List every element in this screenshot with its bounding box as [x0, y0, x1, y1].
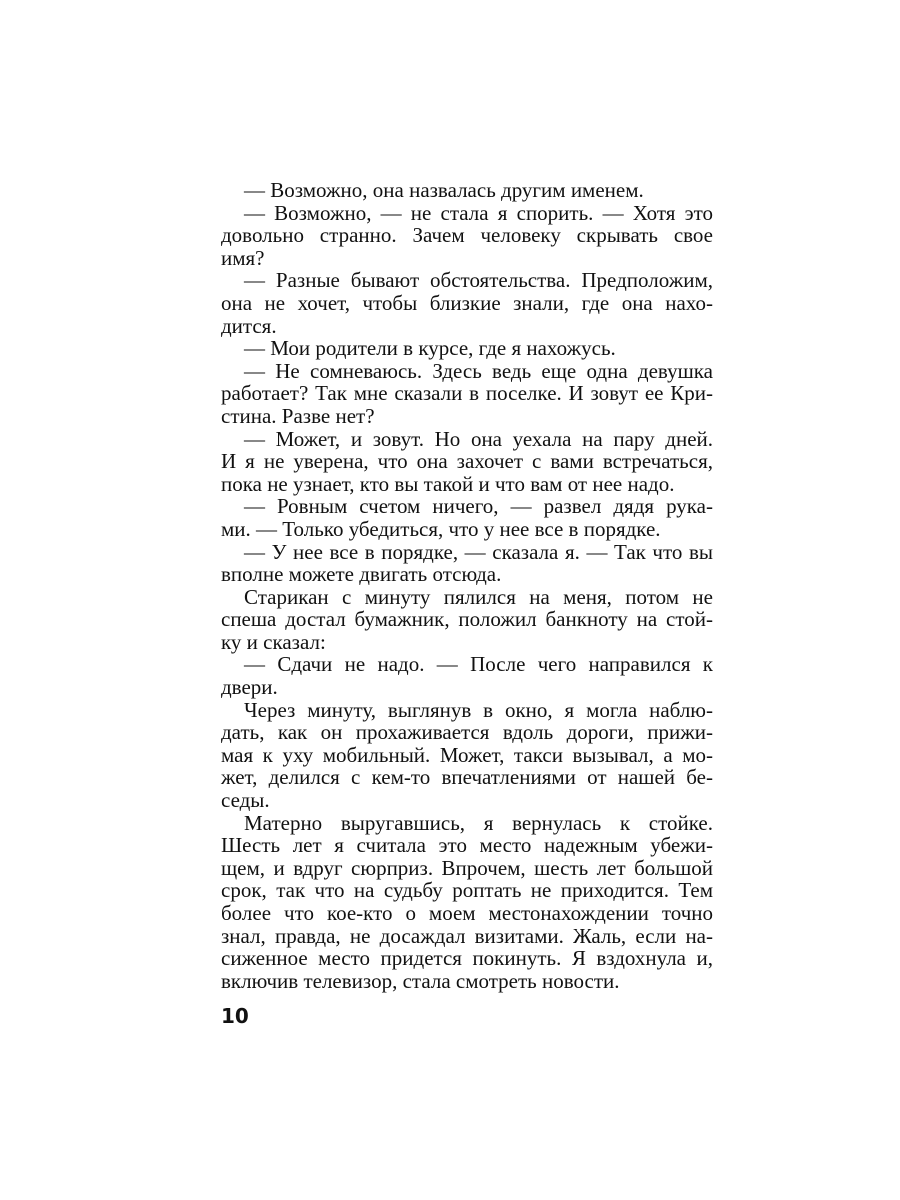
- text-line: — Не сомневаюсь. Здесь ведь еще одна девушка: [244, 358, 713, 383]
- text-line: Через минуту, выглянув в окно, я могла наблю-: [244, 697, 713, 722]
- text-line: щем, и вдруг сюрприз. Впрочем, шесть лет большой: [221, 855, 713, 880]
- text-line: — Возможно, она назвалась другим именем.: [244, 178, 644, 202]
- text-line: дать, как он прохаживается вдоль дороги, прижи-: [221, 720, 713, 745]
- text-line: Шесть лет я считала это место надежным убежи-: [221, 833, 713, 858]
- text-line: Старикан с минуту пялился на меня, потом не: [244, 584, 713, 609]
- text-line: она не хочет, чтобы близкие знали, где она нахо-: [221, 290, 713, 315]
- text-line: более что кое-кто о моем местонахождении точно: [221, 901, 713, 925]
- text-line: имя?: [221, 245, 265, 270]
- text-line: срок, так что на судьбу роптать не приходится. Тем: [221, 878, 713, 903]
- text-line: — Сдачи не надо. — После чего направился к: [244, 652, 713, 677]
- text-line: Матерно выругавшись, я вернулась к стойке.: [244, 810, 713, 835]
- text-line: жет, делился с кем-то впечатлениями от нашей бе-: [221, 765, 713, 790]
- page-number: 10: [221, 1004, 249, 1028]
- text-line: сиженное место придется покинуть. Я вздохнула и,: [221, 946, 713, 971]
- text-line: мая к уху мобильный. Может, такси вызывал, а мо-: [221, 742, 713, 767]
- text-line: — Мои родители в курсе, где я нахожусь.: [244, 336, 616, 361]
- text-line: — Разные бывают обстоятельства. Предположим,: [244, 268, 713, 293]
- body-text: [221, 179, 713, 992]
- text-line: знал, правда, не досаждал визитами. Жаль, если на-: [221, 923, 713, 948]
- text-line: дится.: [221, 313, 277, 338]
- text-line: — Может, и зовут. Но она уехала на пару дней.: [244, 426, 713, 451]
- text-line: вполне можете двигать отсюда.: [221, 562, 502, 587]
- text-line: включив телевизор, стала смотреть новости.: [221, 968, 620, 993]
- text-line: ми. — Только убедиться, что у нее все в порядке.: [221, 516, 661, 541]
- text-line: довольно странно. Зачем человеку скрывать свое: [221, 223, 713, 248]
- text-line: двери.: [221, 675, 278, 700]
- text-line: И я не уверена, что она захочет с вами встречаться,: [221, 449, 713, 474]
- text-line: седы.: [221, 788, 270, 813]
- text-line: ку и сказал:: [221, 629, 326, 654]
- text-line: — Возможно, — не стала я спорить. — Хотя это: [244, 200, 713, 225]
- text-line: — У нее все в порядке, — сказала я. — Так что вы: [244, 539, 713, 564]
- text-line: спеша достал бумажник, положил банкноту на стой-: [221, 607, 713, 632]
- text-line: работает? Так мне сказали в поселке. И зовут ее Кри-: [221, 381, 713, 406]
- text-line: — Ровным счетом ничего, — развел дядя рука-: [244, 494, 713, 519]
- text-line: пока не узнает, кто вы такой и что вам от нее надо.: [221, 471, 675, 496]
- text-line: стина. Разве нет?: [221, 403, 375, 428]
